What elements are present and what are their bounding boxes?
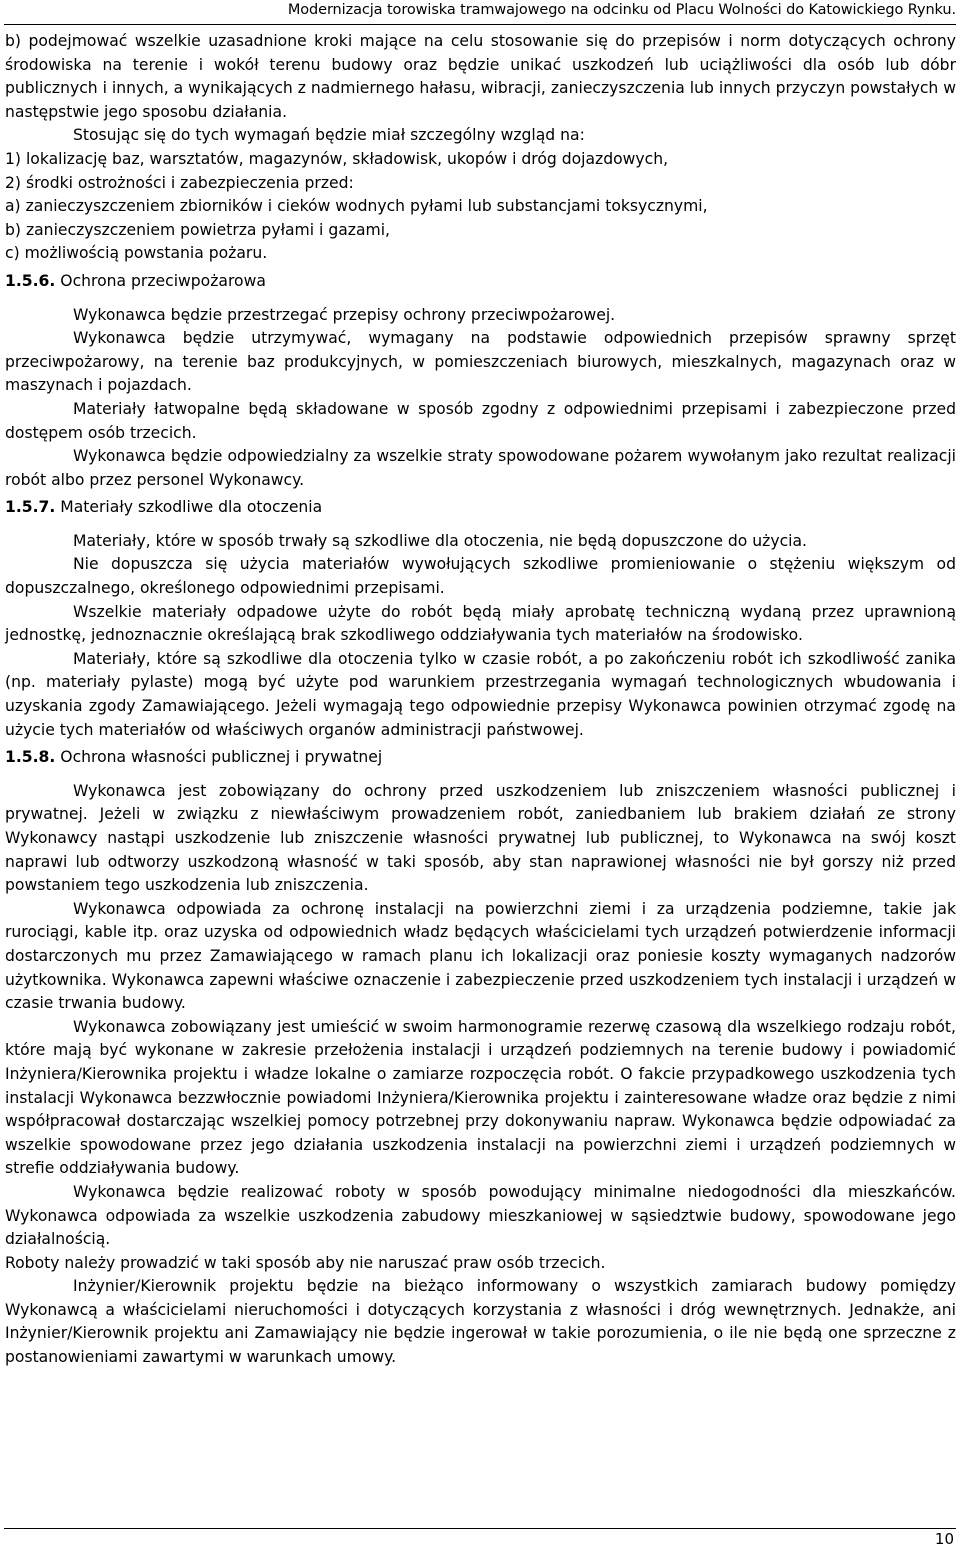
section-number: 1.5.8. [5,748,56,767]
running-header: Modernizacja torowiska tramwajowego na odcinku od Placu Wolności do Katowickiego Rynku. [287,2,956,18]
paragraph: Materiały, które są szkodliwe dla otoczenia tylko w czasie robót, a po zakończeniu robót ich szkodliwość zanika (np. materiały pylaste) mogą być użyte pod warunkiem przestrzegania wymagań technologicznych wbudowania i uzyskania zgody Zamawiającego. Jeżeli wymagają tego odpowiednie przepisy Wykonawca powinien otrzymać zgodę na użycie tych materiałów od właściwych organów administracji państwowej. [5,649,956,739]
paragraph: Stosując się do tych wymagań będzie miał szczególny wzgląd na: [73,126,585,145]
section-number: 1.5.6. [5,271,56,290]
section-title: Ochrona własności publicznej i prywatnej [60,748,383,767]
section-heading-1-5-8 [5,746,956,770]
footer-divider [4,1528,956,1529]
paragraph: Wszelkie materiały odpadowe użyte do robót będą miały aprobatę techniczną wydaną przez uprawnioną jednostkę, jednoznacznie określającą brak szkodliwego oddziaływania tych materiałów na środowisko. [5,602,956,645]
paragraph: Nie dopuszcza się użycia materiałów wywołujących szkodliwe promieniowanie o stężeniu większym od dopuszczalnego, określonego odpowiednimi przepisami. [5,555,956,598]
list-item: 1) lokalizację baz, warsztatów, magazynów, składowisk, ukopów i dróg dojazdowych, [5,149,669,168]
section-heading-1-5-7 [5,496,956,520]
list-item: c) możliwością powstania pożaru. [5,244,268,263]
section-heading-1-5-6 [5,270,956,294]
paragraph: Wykonawca będzie utrzymywać, wymagany na podstawie odpowiednich przepisów sprawny sprzęt przeciwpożarowy, na terenie baz produkcyjnych, w pomieszczeniach biurowych, mieszkalnych, magazynach oraz w maszynach i pojazdach. [5,329,956,395]
paragraph: Wykonawca będzie realizować roboty w sposób powodujący minimalne niedogodności dla mieszkańców. Wykonawca odpowiada za wszelkie uszkodzenia zabudowy mieszkaniowej w sąsiedztwie budowy, spowodowane jego działalnością. [5,1182,956,1249]
paragraph: Materiały, które w sposób trwały są szkodliwe dla otoczenia, nie będą dopuszczone do użycia. [73,531,807,550]
paragraph: Wykonawca będzie odpowiedzialny za wszelkie straty spowodowane pożarem wywołanym jako rezultat realizacji robót albo przez personel Wykonawcy. [5,447,956,489]
paragraph: b) podejmować wszelkie uzasadnione kroki mające na celu stosowanie się do przepisów i norm dotyczących ochrony środowiska na terenie i wokół terenu budowy oraz będzie unikać uszkodzeń lub uciążliwości dla osób lub dóbr publicznych i innych, a wynikających z nadmiernego hałasu, wibracji, zanieczyszczenia lub innych przyczyn powstałych w następstwie jego sposobu działania. [5,32,956,121]
section-title: Materiały szkodliwe dla otoczenia [60,498,323,517]
paragraph: Wykonawca zobowiązany jest umieścić w swoim harmonogramie rezerwę czasową dla wszelkiego rodzaju robót, które mają być wykonane w zakresie przełożenia instalacji i urządzeń podziemnych na terenie budowy i powiadomić Inżyniera/Kierownika projektu i władze lokalne o zamiarze rozpoczęcia robót. O fakcie przypadkowego uszkodzenia tych instalacji Wykonawca bezzwłocznie powiadomi Inżyniera/Kierownika projektu i zainteresowane władze oraz będzie z nimi współpracował dostarczając wszelkiej pomocy potrzebnej przy dokonywaniu napraw. Wykonawca będzie odpowiadać za wszelkie spowodowane przez jego działania uszkodzenia instalacji na powierzchni ziemi i urządzeń podziemnych w strefie oddziaływania budowy. [5,1017,956,1178]
section-number: 1.5.7. [5,498,56,517]
list-item: 2) środki ostrożności i zabezpieczenia przed: [5,173,354,192]
page-number: 10 [934,1530,954,1548]
paragraph: Wykonawca będzie przestrzegać przepisy ochrony przeciwpożarowej. [73,305,616,324]
header-divider [4,24,956,25]
list-item: a) zanieczyszczeniem zbiorników i cieków wodnych pyłami lub substancjami toksycznymi, [5,197,708,216]
paragraph: Wykonawca jest zobowiązany do ochrony przed uszkodzeniem lub zniszczeniem własności publicznej i prywatnej. Jeżeli w związku z niewłaściwym prowadzeniem robót, zaniedbaniem lub brakiem działań ze strony Wykonawcy nastąpi uszkodzenie lub zniszczenie własności prywatnej lub publicznej, to Wykonawca na swój koszt naprawi lub odtworzy uszkodzoną własność w taki sposób, aby stan naprawionej własności nie był gorszy niż przed powstaniem tego uszkodzenia lub zniszczenia. [5,781,956,895]
section-title: Ochrona przeciwpożarowa [60,271,266,290]
list-item: b) zanieczyszczeniem powietrza pyłami i gazami, [5,220,390,239]
paragraph: Materiały łatwopalne będą składowane w sposób zgodny z odpowiednimi przepisami i zabezpieczone przed dostępem osób trzecich. [5,399,956,442]
paragraph: Wykonawca odpowiada za ochronę instalacji na powierzchni ziemi i za urządzenia podziemne, takie jak rurociągi, kable itp. oraz uzyska od odpowiednich władz będących właścicielami tych urządzeń potwierdzenie informacji dostarczonych mu przez Zamawiającego w ramach planu ich lokalizacji oraz poniesie koszty wymaganych nadzorów użytkownika. Wykonawca zapewni właściwe oznaczenie i zabezpieczenie przed uszkodzeniem tych instalacji i urządzeń w czasie trwania budowy. [5,899,956,1013]
document-body [5,30,956,1370]
paragraph: Inżynier/Kierownik projektu będzie na bieżąco informowany o wszystkich zamiarach budowy pomiędzy Wykonawcą a właścicielami nieruchomości i dotyczących korzystania z własności i dróg wewnętrznych. Jednakże, ani Inżynier/Kierownik projektu ani Zamawiający nie będzie ingerował w takie porozumienia, o ile nie będą one sprzeczne z postanowieniami zawartymi w warunkach umowy. [5,1277,956,1367]
paragraph: Roboty należy prowadzić w taki sposób aby nie naruszać praw osób trzecich. [5,1253,606,1272]
